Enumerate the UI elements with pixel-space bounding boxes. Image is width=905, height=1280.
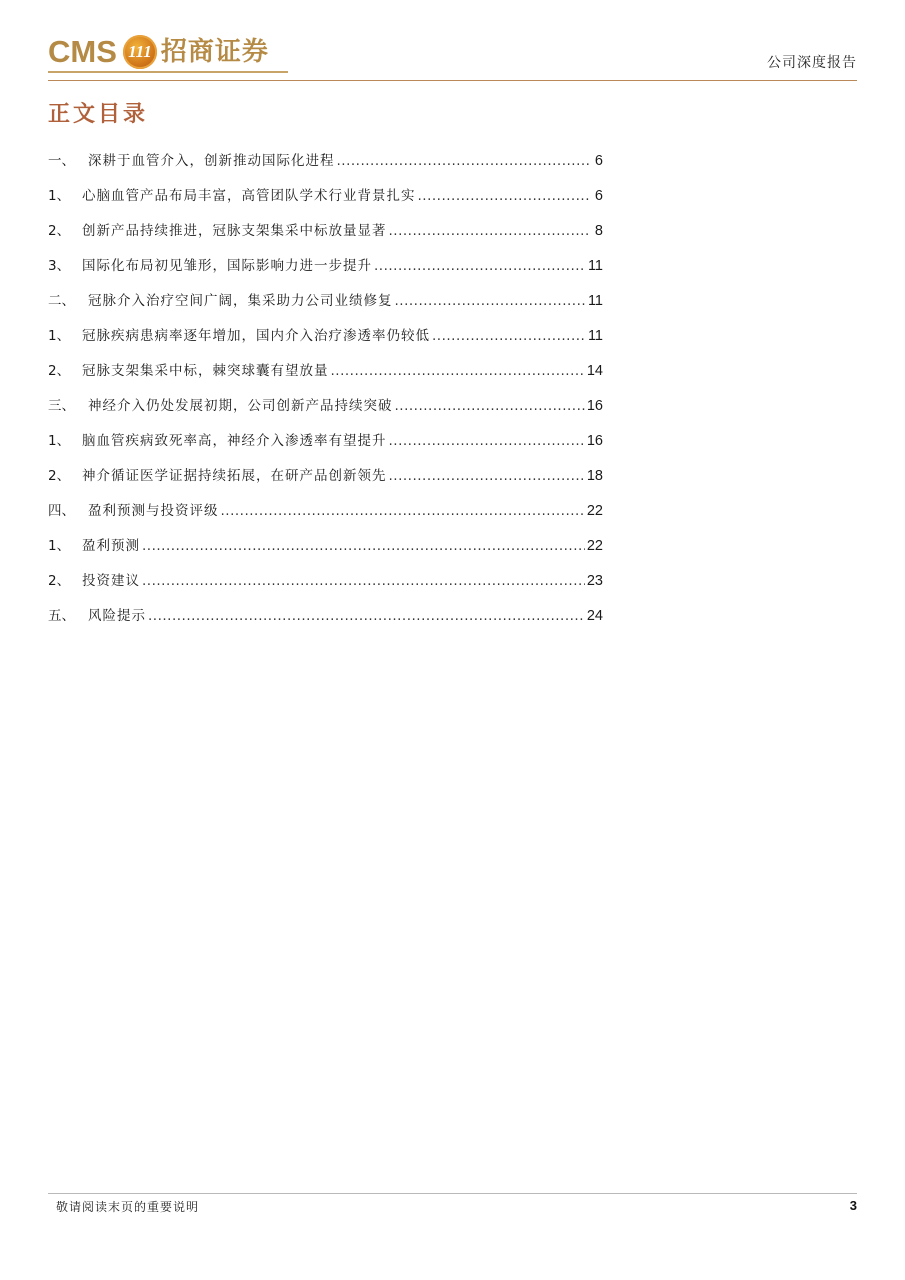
toc-entry-page: 23 [586,573,603,589]
toc-entry[interactable] [48,254,603,289]
toc-entry-page: 6 [594,188,603,204]
toc-entry-page: 11 [587,293,603,309]
toc-entry[interactable] [48,569,603,604]
toc-leader-dots [337,153,590,169]
toc-entry[interactable] [48,359,603,394]
toc-entry-title: 神经介入仍处发展初期，公司创新产品持续突破 [88,398,393,414]
toc-leader-dots [432,328,586,344]
toc-entry-number: 五、 [48,608,75,624]
toc-entry-number: 3、 [48,258,71,274]
toc-entry-title: 国际化布局初见雏形，国际影响力进一步提升 [82,258,372,274]
toc-entry-number: 1、 [48,433,71,449]
toc-entry-title: 盈利预测与投资评级 [88,503,219,519]
toc-entry-number: 三、 [48,398,75,414]
toc-entry[interactable] [48,184,603,219]
toc-entry-number: 二、 [48,293,75,309]
page-header [0,0,905,82]
toc-entry-title: 盈利预测 [82,538,140,554]
toc-entry[interactable] [48,429,603,464]
toc-entry[interactable] [48,289,603,324]
toc-entry-number: 1、 [48,188,71,204]
toc-entry-title: 心脑血管产品布局丰富，高管团队学术行业背景扎实 [82,188,416,204]
logo-chinese: 招商证券 [160,37,269,67]
toc-entry-number: 2、 [48,363,71,379]
toc-entry-number: 1、 [48,538,71,554]
toc-entry-title: 冠脉支架集采中标，棘突球囊有望放量 [82,363,329,379]
toc-entry-page: 22 [586,503,603,519]
toc-leader-dots [389,468,585,484]
toc-entry[interactable] [48,149,603,184]
toc-entry[interactable] [48,534,603,569]
toc-entry[interactable] [48,604,603,639]
toc-entry-number: 2、 [48,468,71,484]
toc-leader-dots [142,538,585,554]
footer-disclaimer: 敬请阅读末页的重要说明 [56,1200,200,1214]
toc-leader-dots [389,223,590,239]
toc-entry[interactable] [48,324,603,359]
toc-entry-title: 深耕于血管介入，创新推动国际化进程 [88,153,335,169]
table-of-contents [48,149,603,639]
toc-entry-page: 18 [586,468,603,484]
toc-entry[interactable] [48,464,603,499]
header-divider [48,80,857,81]
toc-entry-page: 24 [586,608,603,624]
logo-latin: CMS [48,34,117,69]
toc-leader-dots [418,188,590,204]
toc-leader-dots [374,258,586,274]
toc-leader-dots [395,293,586,309]
toc-entry-page: 6 [594,153,603,169]
toc-entry[interactable] [48,219,603,254]
toc-leader-dots [389,433,585,449]
logo-underline [48,71,288,73]
toc-entry-page: 16 [586,433,603,449]
toc-entry-number: 一、 [48,153,75,169]
footer-divider [48,1193,857,1194]
toc-entry-title: 冠脉疾病患病率逐年增加，国内介入治疗渗透率仍较低 [82,328,430,344]
cms-logo [48,32,269,72]
toc-entry-number: 1、 [48,328,71,344]
toc-entry-page: 16 [586,398,603,414]
toc-entry-page: 14 [586,363,603,379]
toc-leader-dots [331,363,585,379]
logo-emblem-icon: 111 [123,35,157,69]
toc-leader-dots [148,608,585,624]
toc-entry-number: 四、 [48,503,75,519]
toc-entry-title: 冠脉介入治疗空间广阔，集采助力公司业绩修复 [88,293,393,309]
document-type: 公司深度报告 [767,55,857,71]
toc-leader-dots [221,503,585,519]
toc-entry-title: 投资建议 [82,573,140,589]
page-number: 3 [849,1198,857,1213]
toc-entry-page: 11 [587,328,603,344]
toc-entry-number: 2、 [48,573,71,589]
toc-entry-page: 11 [587,258,603,274]
toc-title: 正文目录 [48,102,149,127]
toc-entry-title: 神介循证医学证据持续拓展，在研产品创新领先 [82,468,387,484]
toc-entry-title: 风险提示 [88,608,146,624]
toc-entry[interactable] [48,499,603,534]
toc-entry-page: 8 [594,223,603,239]
toc-entry[interactable] [48,394,603,429]
toc-entry-number: 2、 [48,223,71,239]
toc-leader-dots [142,573,585,589]
toc-entry-title: 创新产品持续推进，冠脉支架集采中标放量显著 [82,223,387,239]
toc-entry-title: 脑血管疾病致死率高，神经介入渗透率有望提升 [82,433,387,449]
toc-entry-page: 22 [586,538,603,554]
toc-leader-dots [395,398,585,414]
